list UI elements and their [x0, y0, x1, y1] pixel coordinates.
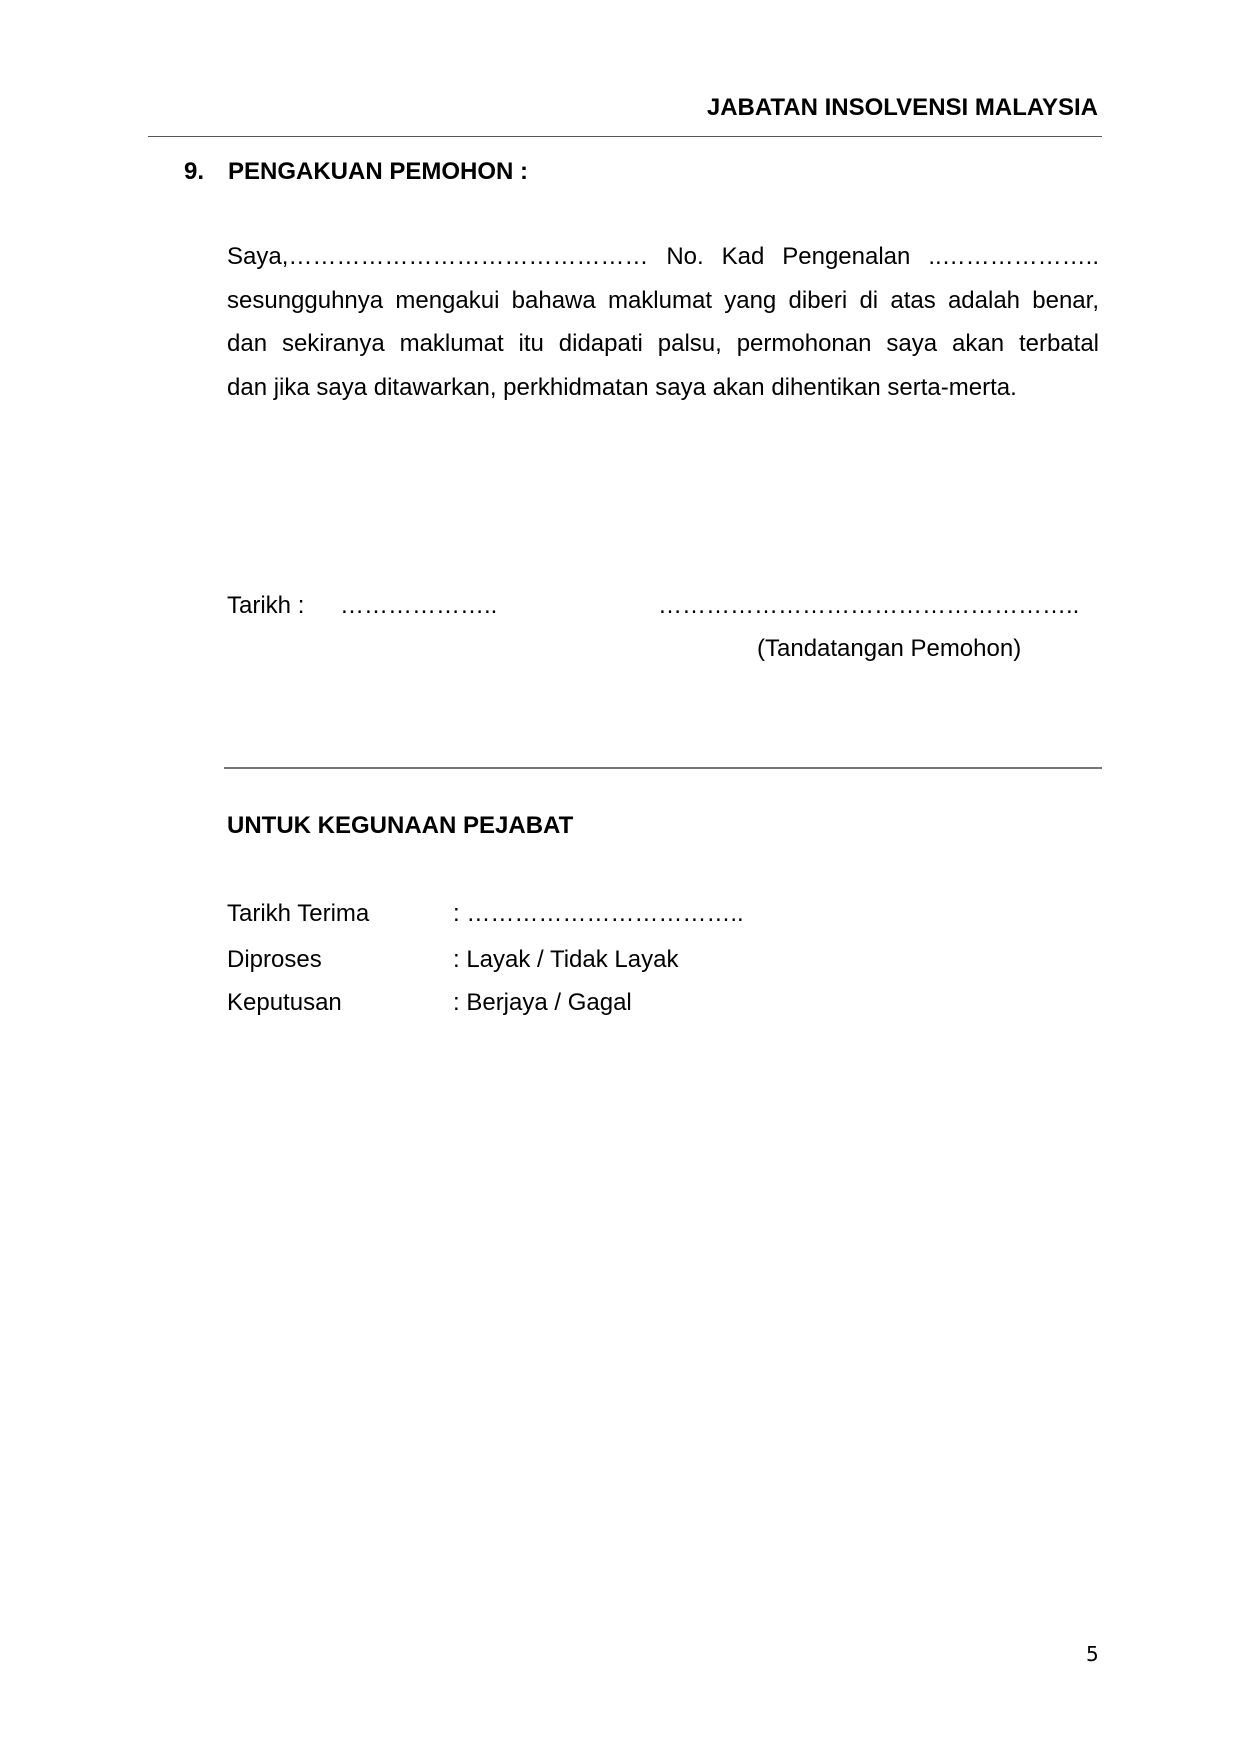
declaration-line: Saya,……………………………………… No. Kad Pengenalan ..………………..	[227, 243, 1099, 270]
section-divider	[224, 767, 1102, 769]
office-label-keputusan: Keputusan	[227, 989, 342, 1016]
declaration-paragraph	[227, 235, 1099, 409]
date-label: Tarikh :	[227, 592, 305, 619]
date-field[interactable]: ………………..	[340, 592, 498, 619]
signature-caption: (Tandatangan Pemohon)	[757, 635, 1022, 662]
declaration-line: sesungguhnya mengakui bahawa maklumat yang diberi di atas adalah benar,	[227, 286, 1099, 314]
office-label-tarikh-terima: Tarikh Terima	[227, 900, 370, 927]
signature-field[interactable]: ……………………………………………..	[658, 592, 1080, 619]
office-title: UNTUK KEGUNAAN PEJABAT	[227, 812, 574, 839]
declaration-line: dan sekiranya maklumat itu didapati palsu, permohonan saya akan terbatal	[227, 330, 1099, 357]
office-value-keputusan: : Berjaya / Gagal	[453, 989, 632, 1016]
office-value-tarikh-terima: : ……………………………..	[453, 900, 744, 927]
declaration-line: dan jika saya ditawarkan, perkhidmatan saya akan dihentikan serta-merta.	[227, 373, 1017, 401]
header-organization: JABATAN INSOLVENSI MALAYSIA	[706, 94, 1098, 121]
section-number: 9.	[184, 158, 205, 185]
header-divider	[148, 136, 1102, 137]
section-title: PENGAKUAN PEMOHON :	[228, 158, 529, 185]
office-label-diproses: Diproses	[227, 946, 322, 973]
page-number: 5	[1086, 1642, 1099, 1666]
office-value-diproses: : Layak / Tidak Layak	[453, 946, 679, 973]
